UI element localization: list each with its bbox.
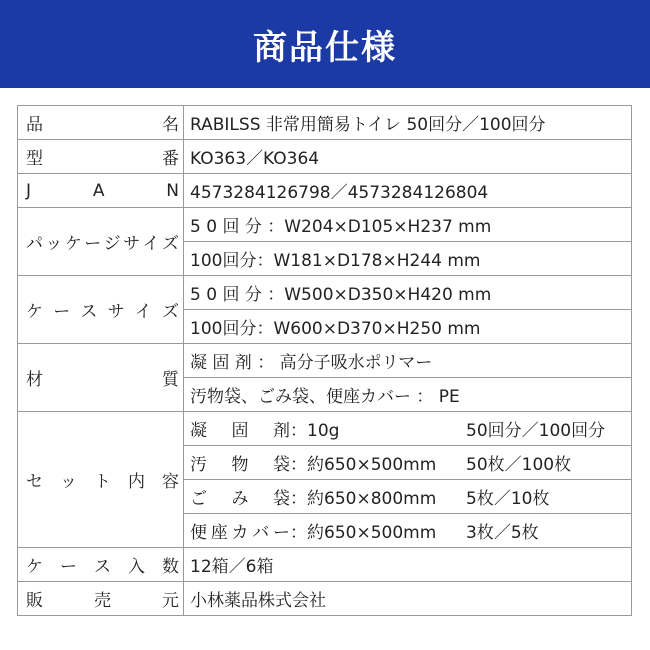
- value-case-qty: 12箱／6箱: [184, 548, 632, 582]
- value-material-1: 凝 固 剤 ： 高分子吸水ポリマー: [184, 344, 632, 378]
- set-item-qty: 3枚／5枚: [466, 523, 539, 543]
- row-set-1: [18, 412, 632, 446]
- label-model: 型 番: [18, 140, 184, 174]
- set-item: [184, 412, 632, 446]
- set-item-qty: 50回分／100回分: [466, 421, 606, 441]
- set-item-name: 便 座 カ バ ー: [190, 523, 290, 543]
- set-item-value: ：約650×500mm: [290, 523, 437, 543]
- label-case: ケ ー ス サ イ ズ: [18, 276, 184, 344]
- row-case-1: [18, 276, 632, 310]
- set-item: [184, 514, 632, 548]
- label-name: 品 名: [18, 106, 184, 140]
- label-seller: 販 売 元: [18, 582, 184, 616]
- row-material-1: [18, 344, 632, 378]
- label-package: パ ッ ケ ー ジ サ イ ズ: [18, 208, 184, 276]
- set-item-qty: 50枚／100枚: [466, 455, 572, 475]
- set-item-value: ：約650×800mm: [290, 489, 437, 509]
- set-item-name: ご み 袋: [190, 489, 290, 509]
- label-case-qty: ケ ー ス 入 数: [18, 548, 184, 582]
- spec-table: [17, 105, 632, 616]
- set-item: [184, 480, 632, 514]
- label-material: 材 質: [18, 344, 184, 412]
- set-item: [184, 446, 632, 480]
- value-package-1: 5 0 回 分 ：W204×D105×H237 mm: [184, 208, 632, 242]
- page-header: [0, 0, 650, 88]
- value-jan: 4573284126798／4573284126804: [184, 174, 632, 208]
- label-set: セ ッ ト 内 容: [18, 412, 184, 548]
- set-item-value: ：約650×500mm: [290, 455, 437, 475]
- set-item-qty: 5枚／10枚: [466, 489, 550, 509]
- row-name: [18, 106, 632, 140]
- row-package-1: [18, 208, 632, 242]
- value-model: KO363／KO364: [184, 140, 632, 174]
- set-item-value: ：10g: [290, 421, 340, 441]
- row-case-qty: [18, 548, 632, 582]
- label-jan: J A N: [18, 174, 184, 208]
- value-material-2: 汚物袋、ごみ袋、便座カバー ： PE: [184, 378, 632, 412]
- set-item-name: 汚 物 袋: [190, 455, 290, 475]
- value-seller: 小林薬品株式会社: [184, 582, 632, 616]
- value-name: RABILSS 非常用簡易トイレ 50回分／100回分: [184, 106, 632, 140]
- value-package-2: 100回分：W181×D178×H244 mm: [184, 242, 632, 276]
- row-jan: [18, 174, 632, 208]
- page-title: 商品仕様: [253, 27, 397, 68]
- set-item-name: 凝 固 剤: [190, 421, 290, 441]
- row-model: [18, 140, 632, 174]
- value-case-1: 5 0 回 分 ：W500×D350×H420 mm: [184, 276, 632, 310]
- row-seller: [18, 582, 632, 616]
- value-case-2: 100回分：W600×D370×H250 mm: [184, 310, 632, 344]
